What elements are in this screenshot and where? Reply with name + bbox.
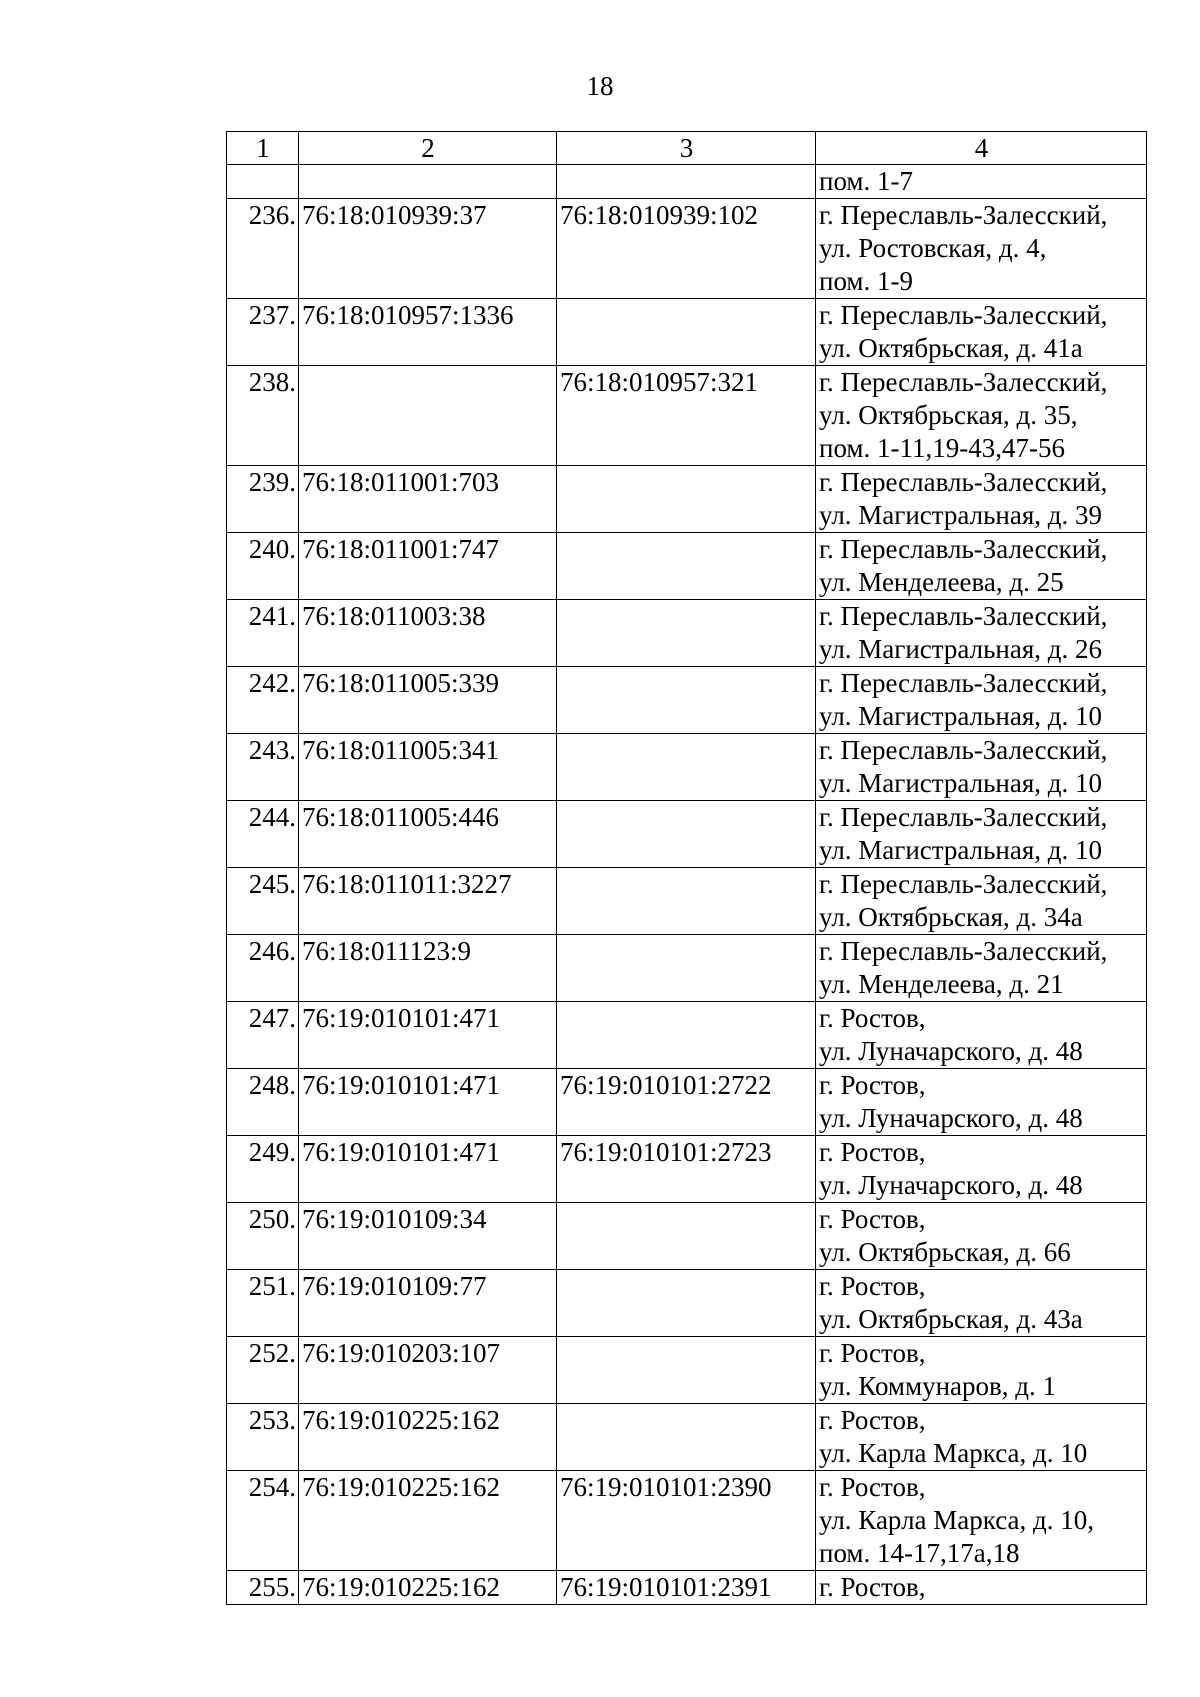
address-line: г. Переславль-Залесский, — [819, 367, 1108, 397]
address-line: г. Переславль-Залесский, — [819, 534, 1108, 564]
address-line: г. Ростов, — [819, 1271, 926, 1301]
row-number: 241. — [227, 600, 299, 667]
cadastral-number-col3 — [557, 299, 816, 366]
header-col-3: 3 — [557, 132, 816, 165]
address-line: ул. Менделеева, д. 25 — [819, 567, 1064, 597]
cadastral-number-col2: 76:19:010225:162 — [299, 1571, 557, 1605]
address-line: ул. Октябрьская, д. 43а — [819, 1304, 1083, 1334]
address-cell — [816, 1471, 1147, 1571]
table-row — [227, 935, 1147, 1002]
address-cell — [816, 1404, 1147, 1471]
address-line: ул. Магистральная, д. 39 — [819, 500, 1103, 530]
address-line: ул. Луначарского, д. 48 — [819, 1036, 1083, 1066]
table-row — [227, 1203, 1147, 1270]
address-cell — [816, 600, 1147, 667]
cadastral-number-col2: 76:19:010109:77 — [299, 1270, 557, 1337]
cadastral-number-col2: 76:19:010101:471 — [299, 1002, 557, 1069]
table-row — [227, 667, 1147, 734]
cadastral-number-col3: 76:18:010957:321 — [557, 366, 816, 466]
cadastral-number-col3 — [557, 868, 816, 935]
table-row — [227, 299, 1147, 366]
cadastral-number-col3: 76:19:010101:2390 — [557, 1471, 816, 1571]
row-number: 254. — [227, 1471, 299, 1571]
table-row — [227, 533, 1147, 600]
row-number: 236. — [227, 199, 299, 299]
table-row — [227, 366, 1147, 466]
address-line: г. Ростов, — [819, 1572, 926, 1602]
address-line: г. Переславль-Залесский, — [819, 200, 1108, 230]
cadastral-number-col3: 76:19:010101:2722 — [557, 1069, 816, 1136]
cadastral-number-col2: 76:18:011005:446 — [299, 801, 557, 868]
address-line: г. Ростов, — [819, 1070, 926, 1100]
address-cell — [816, 199, 1147, 299]
address-cell — [816, 1571, 1147, 1605]
address-line: ул. Луначарского, д. 48 — [819, 1103, 1083, 1133]
address-line: пом. 1-9 — [819, 266, 914, 296]
cadastral-number-col3 — [557, 935, 816, 1002]
row-number: 253. — [227, 1404, 299, 1471]
cadastral-number-col2: 76:19:010109:34 — [299, 1203, 557, 1270]
address-line: ул. Магистральная, д. 26 — [819, 634, 1103, 664]
address-cell — [816, 935, 1147, 1002]
table-row — [227, 1404, 1147, 1471]
row-number: 249. — [227, 1136, 299, 1203]
header-col-2: 2 — [299, 132, 557, 165]
address-line: ул. Октябрьская, д. 66 — [819, 1237, 1071, 1267]
cadastral-number-col2 — [299, 366, 557, 466]
address-cell — [816, 165, 1147, 199]
address-cell — [816, 667, 1147, 734]
cadastral-number-col2: 76:19:010101:471 — [299, 1136, 557, 1203]
property-registry-table — [226, 131, 1147, 1605]
table-row — [227, 165, 1147, 199]
row-number: 244. — [227, 801, 299, 868]
cadastral-number-col2: 76:18:011011:3227 — [299, 868, 557, 935]
address-cell — [816, 734, 1147, 801]
row-number: 255. — [227, 1571, 299, 1605]
row-number — [227, 165, 299, 199]
address-cell — [816, 1136, 1147, 1203]
address-cell — [816, 1069, 1147, 1136]
address-line: ул. Коммунаров, д. 1 — [819, 1371, 1057, 1401]
address-line: г. Переславль-Залесский, — [819, 467, 1108, 497]
address-line: г. Переславль-Залесский, — [819, 735, 1108, 765]
address-line: ул. Карла Маркса, д. 10, — [819, 1505, 1094, 1535]
address-line: ул. Октябрьская, д. 34а — [819, 902, 1083, 932]
address-cell — [816, 1337, 1147, 1404]
cadastral-number-col3 — [557, 667, 816, 734]
address-line: пом. 1-11,19-43,47-56 — [819, 433, 1065, 463]
row-number: 245. — [227, 868, 299, 935]
address-cell — [816, 366, 1147, 466]
table-row — [227, 868, 1147, 935]
table-row — [227, 734, 1147, 801]
cadastral-number-col2: 76:18:011001:747 — [299, 533, 557, 600]
cadastral-number-col3 — [557, 1404, 816, 1471]
address-line: г. Переславль-Залесский, — [819, 300, 1108, 330]
row-number: 237. — [227, 299, 299, 366]
address-cell — [816, 299, 1147, 366]
cadastral-number-col3 — [557, 1337, 816, 1404]
table-row — [227, 199, 1147, 299]
address-line: ул. Карла Маркса, д. 10 — [819, 1438, 1088, 1468]
table-row — [227, 600, 1147, 667]
table-row — [227, 1270, 1147, 1337]
address-line: пом. 1-7 — [819, 166, 914, 196]
cadastral-number-col3 — [557, 165, 816, 199]
header-col-1: 1 — [227, 132, 299, 165]
address-line: ул. Ростовская, д. 4, — [819, 233, 1047, 263]
cadastral-number-col3 — [557, 466, 816, 533]
cadastral-number-col3 — [557, 734, 816, 801]
table-row — [227, 1069, 1147, 1136]
cadastral-number-col2: 76:18:011005:341 — [299, 734, 557, 801]
table-row — [227, 1002, 1147, 1069]
cadastral-number-col2: 76:18:011001:703 — [299, 466, 557, 533]
cadastral-number-col2: 76:18:010957:1336 — [299, 299, 557, 366]
cadastral-number-col2 — [299, 165, 557, 199]
address-line: ул. Менделеева, д. 21 — [819, 969, 1064, 999]
address-line: г. Переславль-Залесский, — [819, 668, 1108, 698]
address-cell — [816, 1270, 1147, 1337]
cadastral-number-col3 — [557, 533, 816, 600]
table-body — [227, 165, 1147, 1605]
address-line: г. Переславль-Залесский, — [819, 802, 1108, 832]
address-line: г. Переславль-Залесский, — [819, 936, 1108, 966]
address-cell — [816, 801, 1147, 868]
table-row — [227, 1471, 1147, 1571]
table-row — [227, 1571, 1147, 1605]
cadastral-number-col3: 76:19:010101:2723 — [557, 1136, 816, 1203]
address-line: ул. Луначарского, д. 48 — [819, 1170, 1083, 1200]
page-number: 18 — [586, 71, 614, 101]
address-line: г. Переславль-Залесский, — [819, 869, 1108, 899]
cadastral-number-col3 — [557, 1203, 816, 1270]
address-line: ул. Магистральная, д. 10 — [819, 835, 1103, 865]
cadastral-number-col3 — [557, 801, 816, 868]
table-row — [227, 801, 1147, 868]
cadastral-number-col2: 76:19:010203:107 — [299, 1337, 557, 1404]
cadastral-number-col2: 76:18:011003:38 — [299, 600, 557, 667]
address-line: пом. 14-17,17а,18 — [819, 1538, 1020, 1568]
table-row — [227, 1136, 1147, 1203]
cadastral-number-col3: 76:18:010939:102 — [557, 199, 816, 299]
address-cell — [816, 466, 1147, 533]
cadastral-number-col3 — [557, 600, 816, 667]
address-cell — [816, 533, 1147, 600]
address-cell — [816, 1203, 1147, 1270]
row-number: 248. — [227, 1069, 299, 1136]
header-col-4: 4 — [816, 132, 1147, 165]
address-line: г. Ростов, — [819, 1204, 926, 1234]
row-number: 240. — [227, 533, 299, 600]
address-line: г. Ростов, — [819, 1338, 926, 1368]
address-line: г. Ростов, — [819, 1003, 926, 1033]
row-number: 250. — [227, 1203, 299, 1270]
row-number: 247. — [227, 1002, 299, 1069]
cadastral-number-col3 — [557, 1270, 816, 1337]
address-line: г. Ростов, — [819, 1472, 926, 1502]
cadastral-number-col2: 76:18:011005:339 — [299, 667, 557, 734]
table-header — [227, 132, 1147, 165]
table-row — [227, 1337, 1147, 1404]
address-line: г. Ростов, — [819, 1405, 926, 1435]
cadastral-number-col2: 76:19:010101:471 — [299, 1069, 557, 1136]
row-number: 238. — [227, 366, 299, 466]
address-line: г. Переславль-Залесский, — [819, 601, 1108, 631]
address-line: г. Ростов, — [819, 1137, 926, 1167]
table-row — [227, 466, 1147, 533]
cadastral-number-col2: 76:19:010225:162 — [299, 1404, 557, 1471]
cadastral-number-col3: 76:19:010101:2391 — [557, 1571, 816, 1605]
cadastral-number-col2: 76:18:010939:37 — [299, 199, 557, 299]
address-line: ул. Магистральная, д. 10 — [819, 701, 1103, 731]
row-number: 242. — [227, 667, 299, 734]
address-line: ул. Октябрьская, д. 35, — [819, 400, 1078, 430]
cadastral-number-col3 — [557, 1002, 816, 1069]
row-number: 243. — [227, 734, 299, 801]
header-row — [227, 132, 1147, 165]
cadastral-number-col2: 76:19:010225:162 — [299, 1471, 557, 1571]
address-line: ул. Магистральная, д. 10 — [819, 768, 1103, 798]
address-cell — [816, 868, 1147, 935]
row-number: 246. — [227, 935, 299, 1002]
row-number: 251. — [227, 1270, 299, 1337]
row-number: 252. — [227, 1337, 299, 1404]
cadastral-number-col2: 76:18:011123:9 — [299, 935, 557, 1002]
address-line: ул. Октябрьская, д. 41а — [819, 333, 1083, 363]
row-number: 239. — [227, 466, 299, 533]
address-cell — [816, 1002, 1147, 1069]
